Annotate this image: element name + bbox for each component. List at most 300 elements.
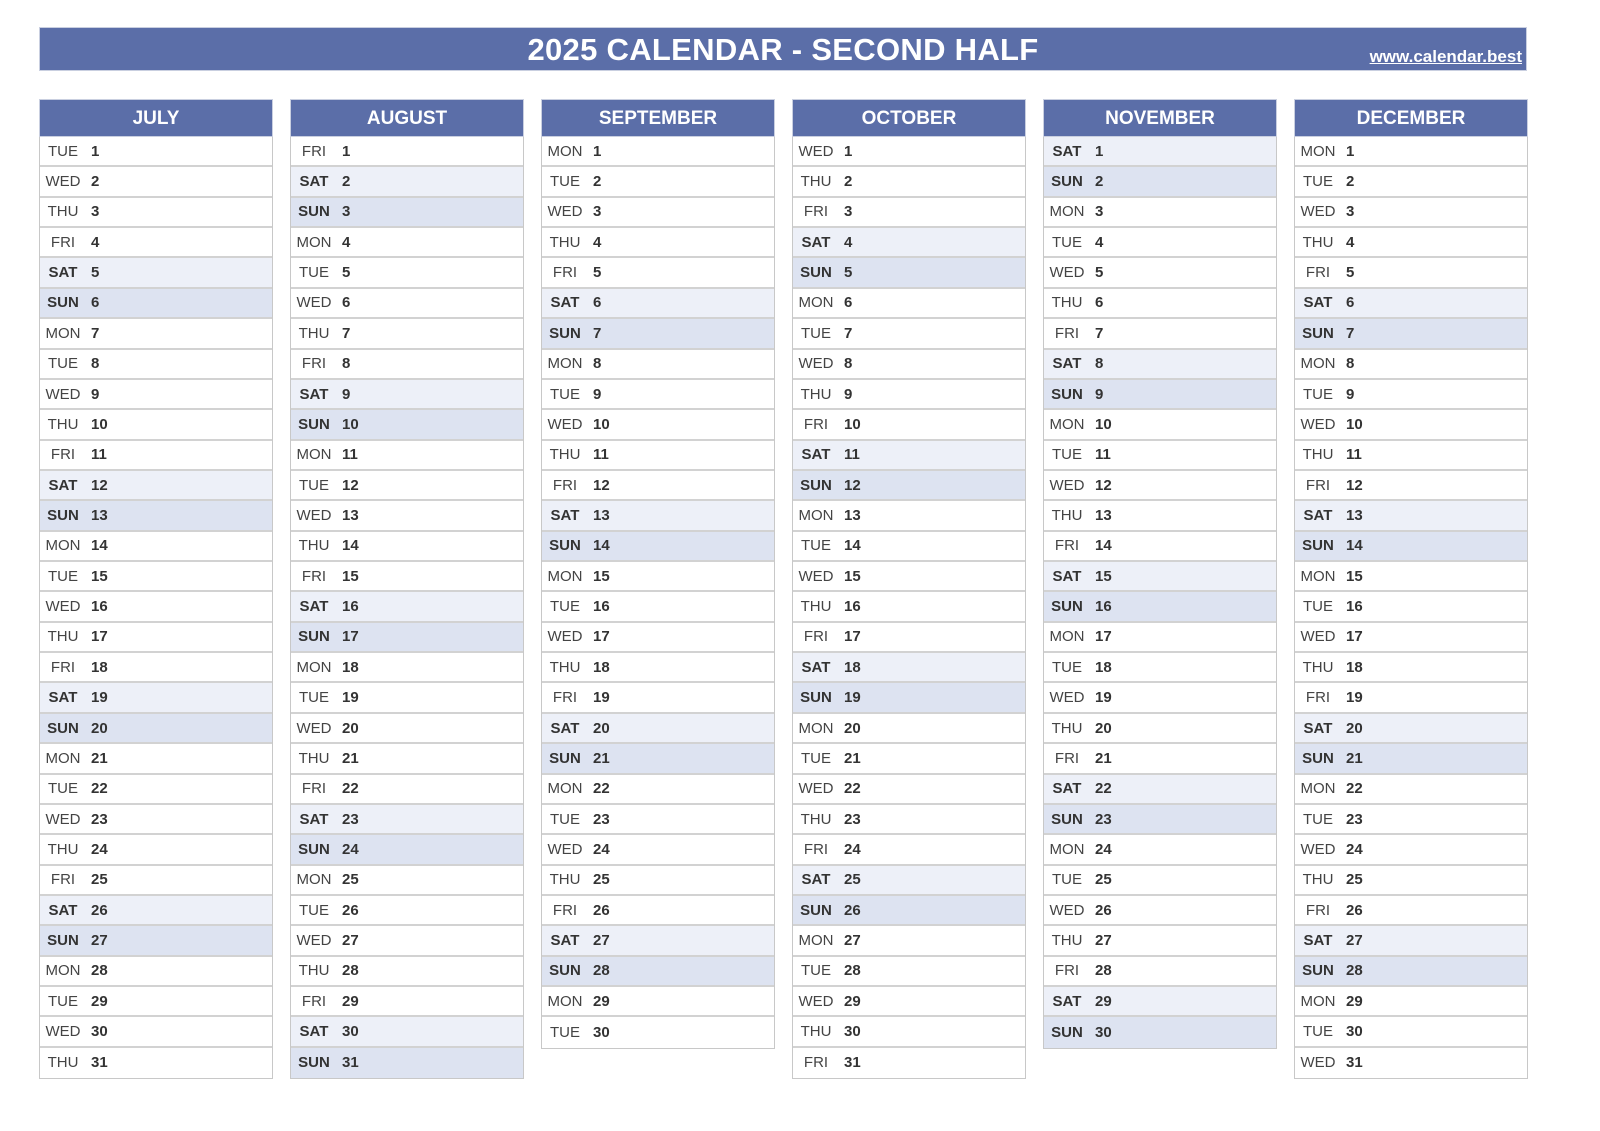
day-number: 3	[1346, 203, 1355, 221]
weekday-label: TUE	[299, 264, 329, 282]
weekday-label: THU	[1051, 506, 1083, 524]
weekday-label: MON	[1049, 628, 1085, 646]
day-number: 2	[342, 173, 351, 191]
day-number: 5	[1095, 264, 1104, 282]
weekday-label: WED	[296, 506, 332, 524]
day-number: 7	[1095, 324, 1104, 342]
day-row	[793, 592, 1025, 622]
day-number: 30	[593, 1024, 610, 1042]
day-number: 29	[1346, 992, 1363, 1010]
day-number: 7	[342, 324, 351, 342]
month-august	[290, 99, 524, 1079]
weekday-label: WED	[798, 992, 834, 1010]
day-number: 17	[1346, 628, 1363, 646]
weekday-label: THU	[47, 840, 79, 858]
day-number: 30	[91, 1023, 108, 1041]
day-row	[793, 319, 1025, 349]
day-number: 21	[1346, 749, 1363, 767]
weekday-label: THU	[298, 324, 330, 342]
day-row	[793, 380, 1025, 410]
day-row	[542, 744, 774, 774]
day-number: 29	[593, 992, 610, 1010]
day-number: 16	[593, 598, 610, 616]
weekday-label: WED	[798, 355, 834, 373]
day-number: 7	[844, 324, 853, 342]
weekday-label: TUE	[48, 142, 78, 160]
day-row	[1044, 198, 1276, 228]
weekday-label: TUE	[299, 689, 329, 707]
day-number: 19	[1346, 689, 1363, 707]
weekday-label: FRI	[803, 628, 829, 646]
weekday-label: WED	[1300, 840, 1336, 858]
weekday-label: TUE	[550, 1024, 580, 1042]
weekday-label: FRI	[1305, 476, 1331, 494]
day-number: 25	[342, 871, 359, 889]
day-number: 9	[593, 385, 602, 403]
weekday-label: THU	[549, 233, 581, 251]
weekday-label: MON	[1049, 415, 1085, 433]
weekday-label: MON	[45, 324, 81, 342]
weekday-label: TUE	[299, 901, 329, 919]
weekday-label: MON	[547, 567, 583, 585]
day-number: 24	[844, 840, 861, 858]
day-row	[40, 957, 272, 987]
day-row	[40, 228, 272, 258]
day-row	[793, 1017, 1025, 1047]
day-row	[40, 380, 272, 410]
day-number: 6	[342, 294, 351, 312]
weekday-label: MON	[296, 871, 332, 889]
weekday-label: SUN	[800, 689, 832, 707]
day-row	[542, 683, 774, 713]
day-number: 27	[1346, 932, 1363, 950]
weekday-label: FRI	[301, 567, 327, 585]
day-row	[291, 835, 523, 865]
day-number: 23	[342, 810, 359, 828]
day-number: 11	[91, 446, 107, 464]
weekday-label: WED	[1300, 203, 1336, 221]
weekday-label: TUE	[550, 810, 580, 828]
month-header: OCTOBER	[792, 99, 1026, 137]
day-number: 24	[1346, 840, 1363, 858]
weekday-label: SUN	[47, 932, 79, 950]
weekday-label: SAT	[1052, 355, 1082, 373]
day-row	[542, 926, 774, 956]
weekday-label: SUN	[47, 294, 79, 312]
day-number: 25	[593, 871, 610, 889]
day-number: 4	[1095, 233, 1104, 251]
day-row	[793, 744, 1025, 774]
day-row	[40, 744, 272, 774]
day-number: 6	[91, 294, 100, 312]
day-row	[793, 987, 1025, 1017]
day-number: 21	[1095, 749, 1112, 767]
day-number: 3	[593, 203, 602, 221]
weekday-label: WED	[1300, 628, 1336, 646]
day-row	[291, 167, 523, 197]
day-row	[291, 258, 523, 288]
day-number: 1	[844, 142, 853, 160]
day-row	[291, 198, 523, 228]
weekday-label: SUN	[1051, 810, 1083, 828]
weekday-label: THU	[298, 749, 330, 767]
weekday-label: SAT	[550, 932, 580, 950]
weekday-label: TUE	[550, 385, 580, 403]
day-row	[291, 471, 523, 501]
day-row	[1044, 289, 1276, 319]
day-row	[542, 1017, 774, 1047]
day-number: 19	[1095, 689, 1112, 707]
day-row	[1044, 1017, 1276, 1047]
day-row	[40, 592, 272, 622]
day-row	[1044, 957, 1276, 987]
weekday-label: SUN	[298, 1054, 330, 1072]
day-number: 20	[593, 719, 610, 737]
day-number: 22	[342, 780, 359, 798]
day-number: 21	[342, 749, 359, 767]
day-row	[40, 775, 272, 805]
weekday-label: WED	[1049, 901, 1085, 919]
day-row	[1295, 167, 1527, 197]
day-number: 20	[1095, 719, 1112, 737]
weekday-label: THU	[298, 537, 330, 555]
day-row	[291, 228, 523, 258]
day-row	[40, 441, 272, 471]
day-row	[1295, 198, 1527, 228]
weekday-label: SUN	[298, 415, 330, 433]
day-number: 25	[1346, 871, 1363, 889]
day-number: 23	[593, 810, 610, 828]
day-number: 31	[844, 1054, 861, 1072]
day-number: 5	[342, 264, 351, 282]
day-row	[793, 835, 1025, 865]
day-row	[1044, 258, 1276, 288]
weekday-label: SUN	[1302, 962, 1334, 980]
day-row	[793, 471, 1025, 501]
weekday-label: SUN	[298, 628, 330, 646]
weekday-label: TUE	[299, 476, 329, 494]
weekday-label: MON	[45, 962, 81, 980]
weekday-label: MON	[547, 780, 583, 798]
weekday-label: FRI	[552, 264, 578, 282]
weekday-label: MON	[798, 719, 834, 737]
day-row	[793, 714, 1025, 744]
day-row	[291, 896, 523, 926]
weekday-label: WED	[45, 385, 81, 403]
calendar-banner	[39, 27, 1527, 71]
day-number: 16	[1346, 598, 1363, 616]
weekday-label: FRI	[1305, 264, 1331, 282]
day-number: 4	[593, 233, 602, 251]
day-row	[1295, 744, 1527, 774]
day-number: 22	[1346, 780, 1363, 798]
day-number: 24	[593, 840, 610, 858]
day-number: 14	[844, 537, 861, 555]
weekday-label: FRI	[1054, 749, 1080, 767]
day-row	[1044, 410, 1276, 440]
day-row	[542, 137, 774, 167]
day-number: 27	[91, 932, 108, 950]
day-number: 20	[91, 719, 108, 737]
weekday-label: MON	[1049, 840, 1085, 858]
day-number: 19	[91, 689, 108, 707]
weekday-label: SUN	[1302, 324, 1334, 342]
weekday-label: SUN	[1302, 537, 1334, 555]
weekday-label: THU	[800, 385, 832, 403]
day-number: 23	[1095, 810, 1112, 828]
day-row	[1295, 410, 1527, 440]
day-number: 5	[1346, 264, 1355, 282]
day-row	[1295, 683, 1527, 713]
day-row	[1295, 380, 1527, 410]
weekday-label: THU	[549, 871, 581, 889]
day-row	[291, 926, 523, 956]
day-number: 27	[1095, 932, 1112, 950]
day-row	[1295, 501, 1527, 531]
weekday-label: THU	[47, 1054, 79, 1072]
day-number: 20	[844, 719, 861, 737]
day-row	[40, 319, 272, 349]
day-number: 24	[1095, 840, 1112, 858]
day-row	[291, 592, 523, 622]
day-number: 7	[1346, 324, 1355, 342]
day-row	[1044, 714, 1276, 744]
day-row	[1295, 987, 1527, 1017]
weekday-label: FRI	[50, 871, 76, 889]
weekday-label: MON	[45, 749, 81, 767]
day-row	[793, 228, 1025, 258]
day-number: 29	[91, 992, 108, 1010]
day-row	[291, 441, 523, 471]
day-row	[793, 775, 1025, 805]
day-row	[793, 198, 1025, 228]
weekday-label: THU	[1051, 719, 1083, 737]
weekday-label: SUN	[549, 749, 581, 767]
weekday-label: SUN	[47, 719, 79, 737]
day-row	[1295, 228, 1527, 258]
day-row	[291, 380, 523, 410]
weekday-label: FRI	[301, 992, 327, 1010]
weekday-label: FRI	[1054, 962, 1080, 980]
day-row	[542, 562, 774, 592]
weekday-label: SAT	[550, 294, 580, 312]
weekday-label: TUE	[1303, 1023, 1333, 1041]
day-row	[1044, 926, 1276, 956]
month-december	[1294, 99, 1528, 1079]
day-row	[40, 137, 272, 167]
day-row	[1044, 137, 1276, 167]
weekday-label: TUE	[1052, 871, 1082, 889]
day-number: 2	[1346, 173, 1355, 191]
day-row	[40, 198, 272, 228]
day-number: 28	[1346, 962, 1363, 980]
day-row	[1295, 350, 1527, 380]
day-row	[542, 289, 774, 319]
weekday-label: MON	[45, 537, 81, 555]
weekday-label: SUN	[549, 324, 581, 342]
day-row	[793, 501, 1025, 531]
day-number: 11	[1346, 446, 1362, 464]
day-number: 7	[593, 324, 602, 342]
weekday-label: FRI	[552, 901, 578, 919]
weekday-label: WED	[798, 567, 834, 585]
month-header: AUGUST	[290, 99, 524, 137]
day-row	[1044, 167, 1276, 197]
day-row	[291, 532, 523, 562]
weekday-label: TUE	[801, 537, 831, 555]
day-row	[542, 835, 774, 865]
weekday-label: SAT	[1303, 294, 1333, 312]
day-row	[542, 714, 774, 744]
weekday-label: SAT	[48, 689, 78, 707]
weekday-label: WED	[1049, 689, 1085, 707]
weekday-label: THU	[800, 598, 832, 616]
day-number: 28	[844, 962, 861, 980]
weekday-label: THU	[47, 203, 79, 221]
day-number: 3	[91, 203, 100, 221]
day-row	[291, 501, 523, 531]
weekday-label: THU	[1051, 932, 1083, 950]
day-number: 26	[593, 901, 610, 919]
day-row	[1044, 319, 1276, 349]
weekday-label: MON	[798, 506, 834, 524]
weekday-label: FRI	[301, 780, 327, 798]
weekday-label: SAT	[1303, 932, 1333, 950]
day-number: 18	[844, 658, 861, 676]
day-row	[1295, 957, 1527, 987]
day-number: 18	[91, 658, 108, 676]
day-number: 12	[844, 476, 861, 494]
weekday-label: WED	[1300, 1054, 1336, 1072]
day-row	[793, 167, 1025, 197]
day-row	[793, 441, 1025, 471]
day-number: 4	[1346, 233, 1355, 251]
day-row	[291, 289, 523, 319]
day-number: 3	[1095, 203, 1104, 221]
day-row	[542, 501, 774, 531]
day-row	[793, 410, 1025, 440]
day-row	[542, 198, 774, 228]
weekday-label: TUE	[550, 173, 580, 191]
weekday-label: SAT	[48, 901, 78, 919]
weekday-label: SUN	[1051, 385, 1083, 403]
day-row	[1295, 805, 1527, 835]
day-number: 18	[1346, 658, 1363, 676]
day-number: 26	[1346, 901, 1363, 919]
day-number: 1	[1346, 142, 1355, 160]
weekday-label: WED	[45, 598, 81, 616]
weekday-label: MON	[1300, 142, 1336, 160]
weekday-label: TUE	[1052, 446, 1082, 464]
day-row	[291, 714, 523, 744]
day-row	[793, 623, 1025, 653]
day-number: 24	[91, 840, 108, 858]
day-row	[291, 653, 523, 683]
day-row	[542, 258, 774, 288]
day-row	[1044, 380, 1276, 410]
day-number: 17	[593, 628, 610, 646]
day-row	[1295, 623, 1527, 653]
day-number: 14	[1095, 537, 1112, 555]
weekday-label: MON	[798, 294, 834, 312]
day-number: 25	[91, 871, 108, 889]
month-header: DECEMBER	[1294, 99, 1528, 137]
day-row	[291, 623, 523, 653]
day-row	[1295, 289, 1527, 319]
weekday-label: SUN	[549, 537, 581, 555]
day-number: 15	[91, 567, 108, 585]
day-number: 15	[844, 567, 861, 585]
day-number: 3	[342, 203, 351, 221]
day-row	[793, 896, 1025, 926]
day-number: 12	[593, 476, 610, 494]
day-number: 25	[1095, 871, 1112, 889]
day-number: 12	[1095, 476, 1112, 494]
weekday-label: THU	[800, 1023, 832, 1041]
day-number: 17	[91, 628, 108, 646]
weekday-label: WED	[45, 1023, 81, 1041]
day-row	[1295, 532, 1527, 562]
day-number: 26	[91, 901, 108, 919]
weekday-label: TUE	[1303, 810, 1333, 828]
day-number: 9	[342, 385, 351, 403]
page-title: 2025 CALENDAR - SECOND HALF	[527, 32, 1039, 67]
day-row	[291, 775, 523, 805]
day-row	[291, 1048, 523, 1078]
day-row	[40, 532, 272, 562]
day-number: 16	[1095, 598, 1112, 616]
day-row	[291, 683, 523, 713]
day-number: 16	[342, 598, 359, 616]
day-number: 8	[342, 355, 351, 373]
day-number: 21	[844, 749, 861, 767]
day-row	[40, 653, 272, 683]
month-july	[39, 99, 273, 1079]
weekday-label: TUE	[550, 598, 580, 616]
day-row	[40, 562, 272, 592]
day-row	[40, 258, 272, 288]
day-number: 22	[593, 780, 610, 798]
day-row	[291, 350, 523, 380]
day-row	[793, 137, 1025, 167]
day-row	[542, 866, 774, 896]
day-row	[1044, 775, 1276, 805]
weekday-label: WED	[45, 173, 81, 191]
weekday-label: FRI	[552, 689, 578, 707]
day-number: 29	[1095, 992, 1112, 1010]
weekday-label: WED	[296, 294, 332, 312]
day-row	[291, 1017, 523, 1047]
day-number: 31	[342, 1054, 359, 1072]
day-number: 3	[844, 203, 853, 221]
day-number: 26	[844, 901, 861, 919]
weekday-label: FRI	[1054, 324, 1080, 342]
weekday-label: WED	[547, 203, 583, 221]
day-row	[1295, 653, 1527, 683]
website-link[interactable]: www.calendar.best	[1369, 47, 1522, 66]
day-number: 2	[91, 173, 100, 191]
day-number: 9	[91, 385, 100, 403]
day-number: 12	[91, 476, 108, 494]
day-number: 6	[593, 294, 602, 312]
day-number: 1	[91, 142, 100, 160]
day-number: 13	[844, 506, 861, 524]
weekday-label: SAT	[1052, 142, 1082, 160]
weekday-label: THU	[47, 628, 79, 646]
day-row	[542, 228, 774, 258]
day-row	[40, 501, 272, 531]
weekday-label: SUN	[1302, 749, 1334, 767]
